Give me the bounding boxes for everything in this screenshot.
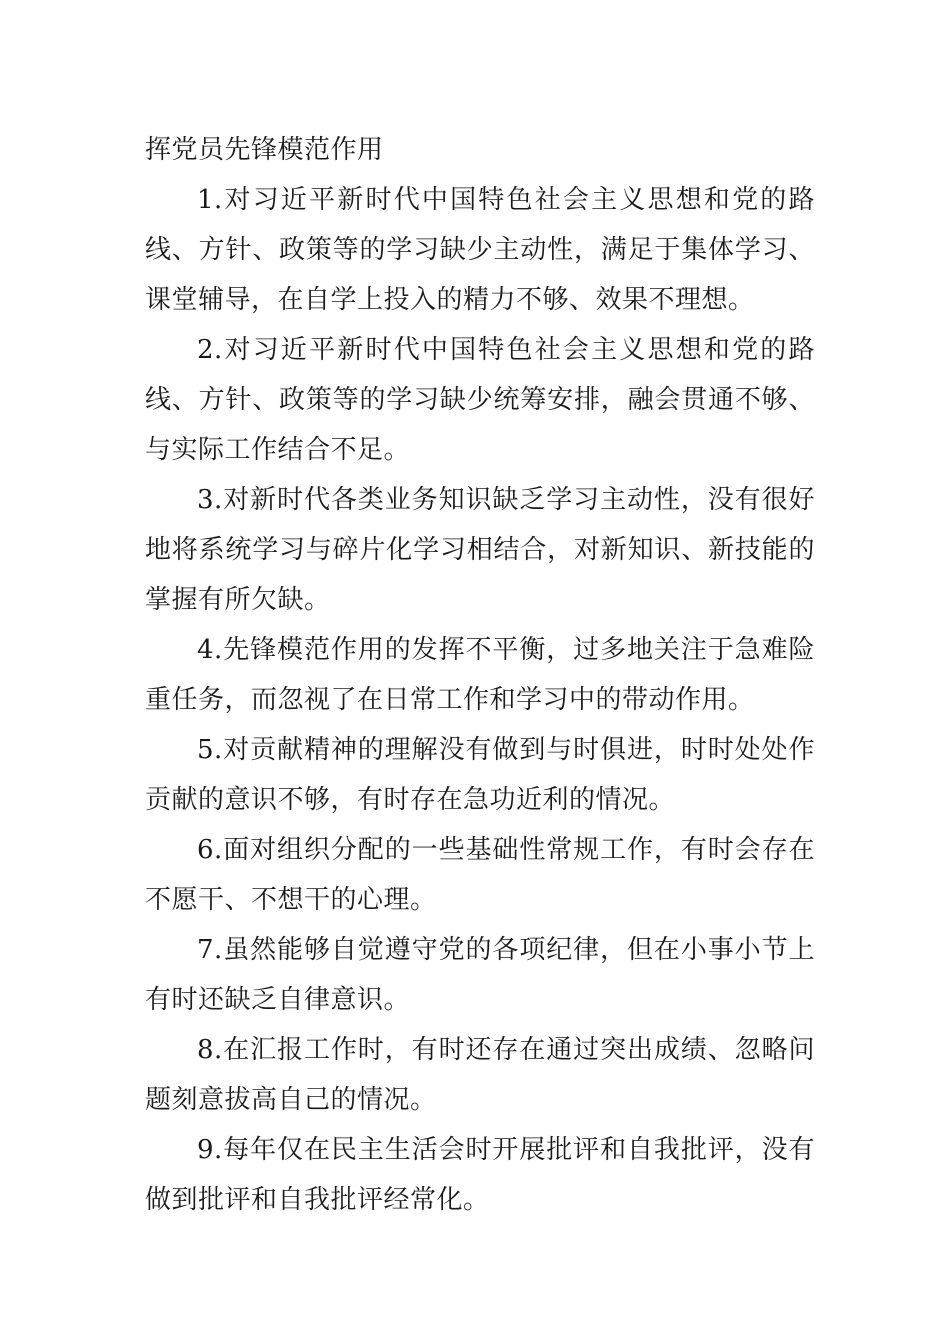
list-item-5: 5.对贡献精神的理解没有做到与时俱进，时时处处作贡献的意识不够，有时存在急功近利的情况。 [145, 735, 815, 815]
list-item-4: 4.先锋模范作用的发挥不平衡，过多地关注于急难险重任务，而忽视了在日常工作和学习中的带动作用。 [145, 635, 815, 715]
list-item-9: 9.每年仅在民主生活会时开展批评和自我批评，没有做到批评和自我批评经常化。 [145, 1135, 815, 1215]
list-item-1: 1.对习近平新时代中国特色社会主义思想和党的路线、方针、政策等的学习缺少主动性，满足于集体学习、课堂辅导，在自学上投入的精力不够、效果不理想。 [145, 185, 815, 315]
list-item-3: 3.对新时代各类业务知识缺乏学习主动性，没有很好地将系统学习与碎片化学习相结合，对新知识、新技能的掌握有所欠缺。 [145, 485, 815, 615]
document-body [145, 125, 815, 1225]
lead-line: 挥党员先锋模范作用 [145, 135, 384, 165]
list-item-8: 8.在汇报工作时，有时还存在通过突出成绩、忽略问题刻意拔高自己的情况。 [145, 1035, 815, 1115]
list-item-2: 2.对习近平新时代中国特色社会主义思想和党的路线、方针、政策等的学习缺少统筹安排，融会贯通不够、与实际工作结合不足。 [145, 335, 815, 465]
list-item-6: 6.面对组织分配的一些基础性常规工作，有时会存在不愿干、不想干的心理。 [145, 835, 815, 915]
list-item-7: 7.虽然能够自觉遵守党的各项纪律，但在小事小节上有时还缺乏自律意识。 [145, 935, 815, 1015]
